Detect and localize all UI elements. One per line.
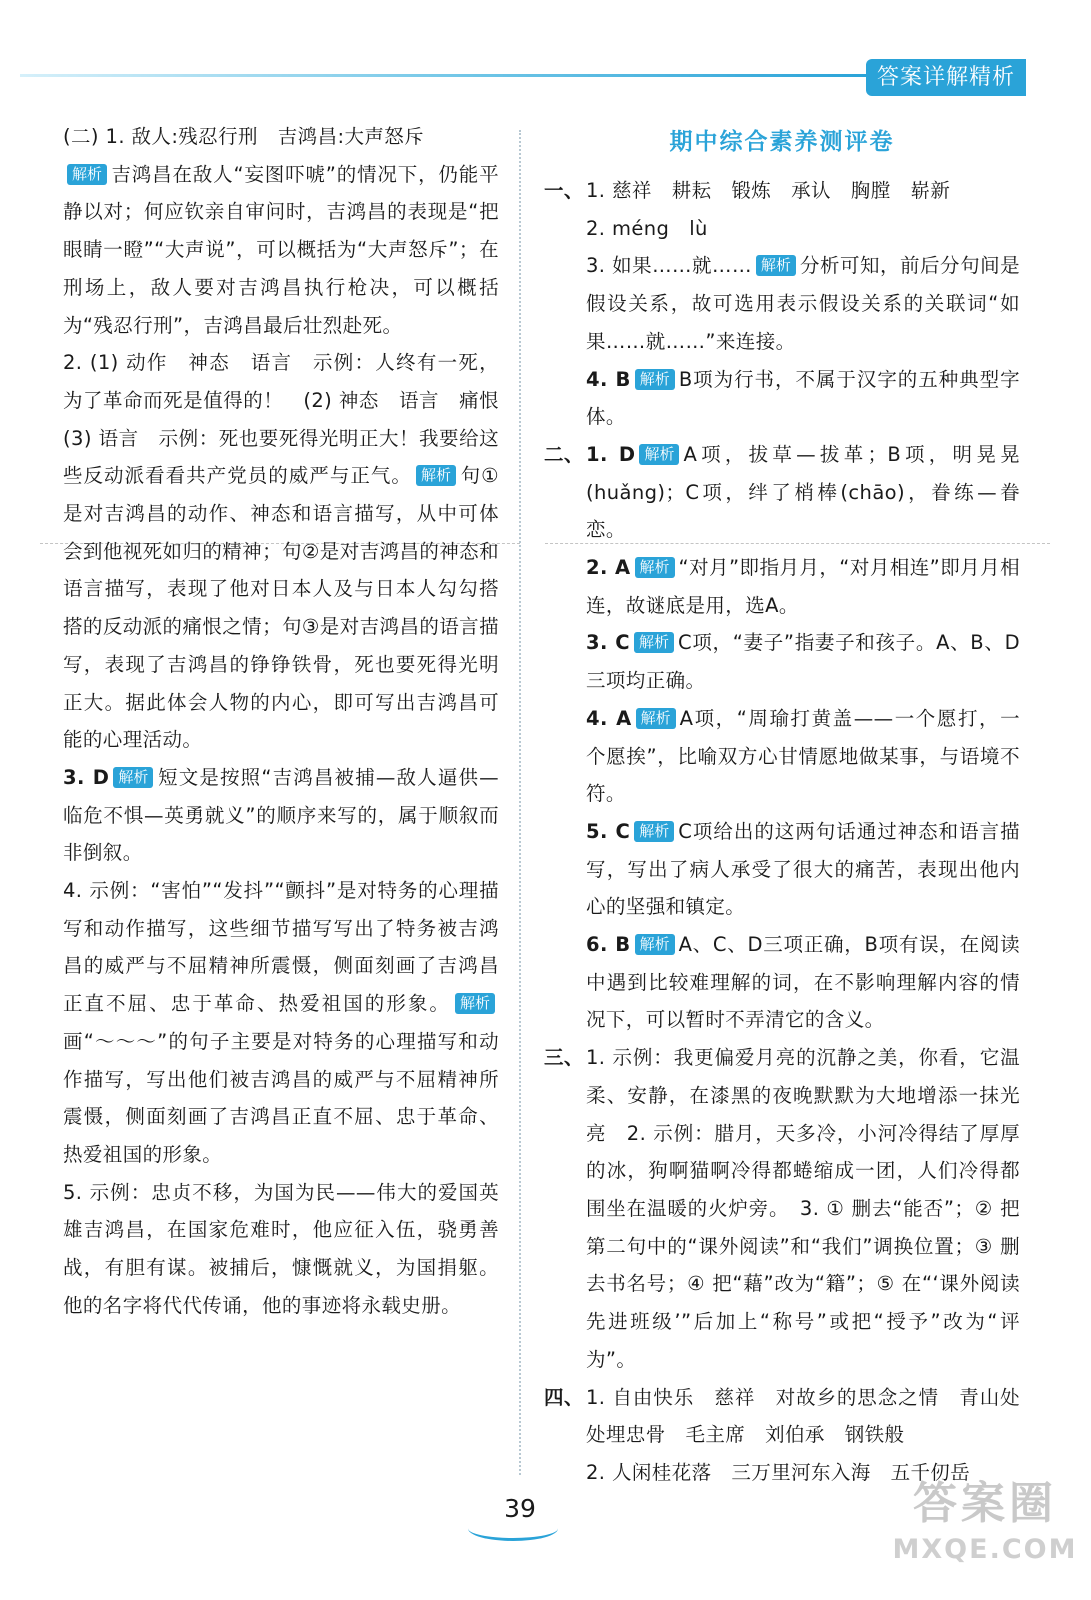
answer-block: [63, 118, 499, 344]
section-3: [544, 1039, 1020, 1378]
answer-text: 2. 人闲桂花落 三万里河东入海 五千仞岳: [586, 1460, 971, 1484]
answer-text: 1. 慈祥 耕耘 锻炼 承认 胸膛 崭新: [586, 179, 951, 202]
section-title: 期中综合素养测评卷: [669, 129, 895, 155]
answer-block: [586, 436, 1020, 549]
section-label: 二、: [544, 442, 584, 466]
analysis-badge: 解析: [635, 369, 675, 390]
section-4: [544, 1379, 1020, 1492]
answer-block: [586, 624, 1020, 699]
analysis-badge: 解析: [113, 767, 153, 788]
column-divider: [519, 130, 521, 1475]
analysis-badge: 解析: [635, 557, 675, 578]
section-2: [544, 436, 1020, 1039]
analysis-text: 短文是按照“吉鸿昌被捕—敌人逼供—临危不惧—英勇就义”的顺序来写的，属于顺叙而非倒叙。: [63, 765, 499, 865]
answer-text: (二) 1. 敌人:残忍行刑 吉鸿昌:大声怒斥: [63, 125, 425, 148]
analysis-text: A、C、D三项正确，B项有误，在阅读中遇到比较难理解的词，在不影响理解内容的情况下，可以暂时不弄清它的含义。: [586, 933, 1020, 1032]
answer-text: 3. D: [63, 765, 110, 789]
answer-block: [586, 926, 1020, 1039]
answer-block: [63, 759, 499, 872]
answer-text: 1. 自由快乐 慈祥 对故乡的思念之情 青山处处埋忠骨 毛主席 刘伯承 钢铁般: [586, 1385, 1020, 1447]
answer-text: 4. A: [586, 706, 632, 730]
answer-text: 6. B: [586, 933, 631, 957]
section-1: [544, 172, 1020, 436]
analysis-badge: 解析: [634, 632, 674, 653]
left-column: [63, 118, 519, 1325]
analysis-text: 句①是对吉鸿昌的动作、神态和语言描写，从中可体会到他视死如归的精神；句②是对吉鸿昌的神态和语言描写，表现了他对日本人及与日本人勾勾搭搭的反动派的痛恨之情；句③是对吉鸿昌的语言描写，表现了吉鸿昌的铮铮铁骨，死也要死得光明正大。据此体会人物的内心，即可写出吉鸿昌可能的心理活动。: [63, 464, 499, 752]
analysis-text: B项为行书，不属于汉字的五种典型字体。: [586, 367, 1020, 429]
answer-block: [586, 549, 1020, 624]
analysis-badge: 解析: [636, 708, 676, 729]
answer-block: [63, 344, 519, 759]
answer-block: [586, 361, 1020, 436]
header-tag: 答案详解精析: [866, 59, 1026, 96]
analysis-badge: 解析: [67, 164, 107, 185]
answer-text: 4. 示例：“害怕”“发抖”“颤抖”是对特务的心理描写和动作描写，这些细节描写写出了特务被吉鸿昌的威严与不屈精神所震慑，侧面刻画了吉鸿昌正直不屈、忠于革命、热爱祖国的形象。: [63, 879, 499, 1016]
answer-block: [586, 700, 1020, 813]
analysis-badge: 解析: [635, 934, 675, 955]
analysis-text: C项，“妻子”指妻子和孩子。A、B、D三项均正确。: [586, 631, 1020, 693]
answer-block: [586, 247, 1020, 360]
answer-text: 2. méng lù: [586, 216, 708, 240]
section-label: 四、: [544, 1385, 584, 1409]
answer-text: 1. 示例：我更偏爱月亮的沉静之美，你看，它温柔、安静，在漆黑的夜晚默默为大地增添一抹光亮 2. 示例：腊月，天多冷，小河冷得结了厚厚的冰，狗啊猫啊冷得都蜷缩成一团，人们冷得都围坐在温暖的火炉旁。 3. ① 删去“能否”；② 把第二句中的“课外阅读”和“我们”调换位置；③ 删去书名号；④ 把“藉”改为“籍”；⑤ 在“‘课外阅读先进班级’”后加上“称号”或把“授予”改为“评为”。: [586, 1046, 1020, 1371]
analysis-badge: 解析: [634, 821, 674, 842]
answer-text: 3. 如果……就……: [586, 254, 752, 278]
analysis-badge: 解析: [639, 444, 679, 465]
analysis-text: 分析可知，前后分句间是假设关系，故可选用表示假设关系的关联词“如果……就……”来连接。: [586, 254, 1020, 353]
analysis-badge: 解析: [416, 465, 456, 486]
analysis-badge: 解析: [756, 255, 796, 276]
answer-block: [586, 813, 1020, 926]
watermark-logo: 答案圈: [913, 1478, 1057, 1529]
analysis-text: A项，“周瑜打黄盖——一个愿打，一个愿挨”，比喻双方心甘情愿地做某事，与语境不符。: [586, 706, 1020, 806]
answer-text: 4. B: [586, 367, 631, 391]
analysis-text: A项，拔草—拔革；B项，明晃晃(huǎng)；C项，绊了梢棒(chāo)，眷练—眷恋。: [586, 442, 1021, 542]
analysis-text: “对月”即指月月，“对月相连”即月月相连，故谜底是用，选A。: [586, 556, 1020, 617]
analysis-text: 画“～～～”的句子主要是对特务的心理描写和动作描写，写出他们被吉鸿昌的威严与不屈精神所震慑，侧面刻画了吉鸿昌正直不屈、忠于革命、热爱祖国的形象。: [63, 1029, 499, 1166]
answer-text: 3. C: [586, 631, 630, 655]
header-rule: [20, 74, 870, 77]
watermark-url: MXQE.COM: [892, 1534, 1078, 1565]
answer-block: [63, 1174, 499, 1325]
analysis-text: 吉鸿昌在敌人“妄图吓唬”的情况下，仍能平静以对；何应钦亲自审问时，吉鸿昌的表现是“把眼睛一瞪”“大声说”，可以概括为“大声怒斥”；在刑场上，敌人要对吉鸿昌执行枪决，可以概括为“残忍行刑”，吉鸿昌最后壮烈赴死。: [63, 162, 499, 337]
right-column: [544, 118, 1020, 1492]
page-number-arc: [468, 1516, 558, 1541]
section-label: 一、: [544, 179, 584, 202]
analysis-badge: 解析: [455, 993, 495, 1014]
answer-text: 2. (1) 动作 神态 语言 示例：人终有一死，为了革命而死是值得的！ (2) 神态 语言 痛恨 (3) 语言 示例：死也要死得光明正大！我要给这些反动派看看共产党员的威严与正气。: [63, 351, 519, 488]
answer-text: 2. A: [586, 556, 631, 580]
answer-text: 5. C: [586, 819, 631, 843]
answer-text: 1. D: [586, 442, 636, 466]
page-number: 39: [504, 1494, 536, 1523]
analysis-text: C项给出的这两句话通过神态和语言描写，写出了病人承受了很大的痛苦，表现出他内心的坚强和镇定。: [586, 819, 1020, 919]
answer-text: 5. 示例：忠贞不移，为国为民——伟大的爱国英雄吉鸿昌，在国家危难时，他应征入伍，骁勇善战，有胆有谋。被捕后，慷慨就义，为国捐躯。他的名字将代代传诵，他的事迹将永载史册。: [63, 1180, 499, 1317]
section-label: 三、: [544, 1046, 584, 1070]
answer-block: [63, 872, 499, 1174]
